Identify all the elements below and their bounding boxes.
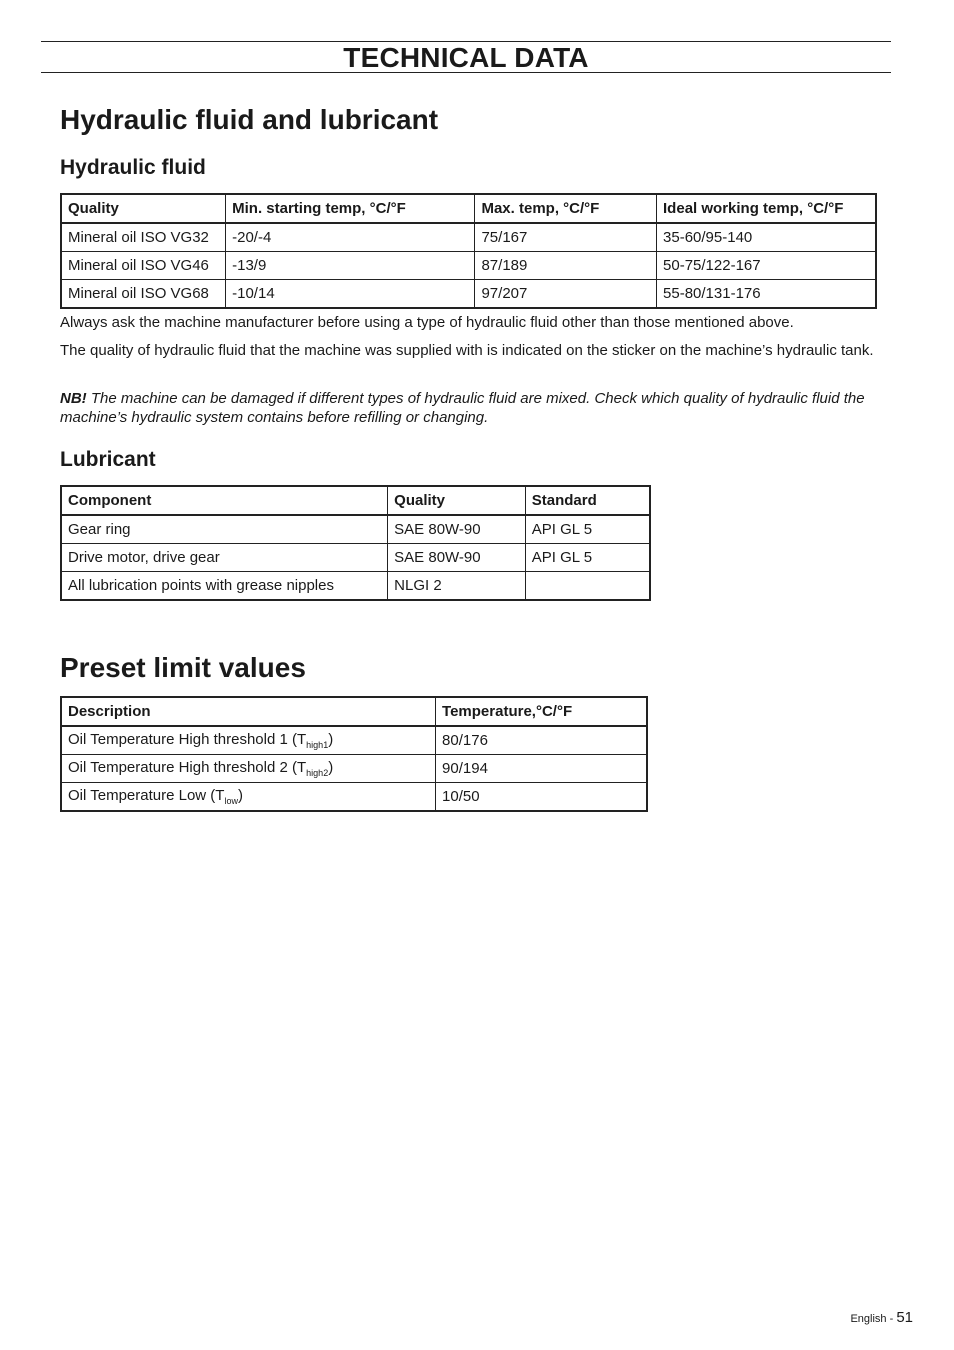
- table-cell: 97/207: [475, 280, 657, 309]
- table-row: [61, 755, 647, 783]
- table-cell: [525, 572, 650, 601]
- table-cell: API GL 5: [525, 515, 650, 544]
- table-cell: Gear ring: [61, 515, 388, 544]
- table-cell: Oil Temperature High threshold 1 $(T_{high1})$: [61, 726, 436, 755]
- table-cell: -20/-4: [226, 223, 475, 252]
- column-header: Component: [61, 486, 388, 515]
- table-cell: API GL 5: [525, 544, 650, 572]
- table-row: [61, 544, 650, 572]
- table-cell: Mineral oil ISO VG32: [61, 223, 226, 252]
- table-cell: SAE 80W-90: [388, 544, 526, 572]
- table-cell: Mineral oil ISO VG68: [61, 280, 226, 309]
- hydraulic-fluid-table: [60, 193, 877, 309]
- table-cell: 87/189: [475, 252, 657, 280]
- table-cell: 90/194: [436, 755, 647, 783]
- fluid-note-manufacturer: Always ask the machine manufacturer before using a type of hydraulic fluid other than those mentioned above.: [60, 314, 794, 331]
- table-row: [61, 280, 876, 309]
- column-header: Description: [61, 697, 436, 726]
- hydraulic-fluid-title: Hydraulic fluid: [60, 156, 206, 179]
- table-row: [61, 726, 647, 755]
- preset-title: Preset limit values: [60, 652, 306, 683]
- table-cell: 10/50: [436, 783, 647, 812]
- table-cell: Oil Temperature Low $(T_{low})$: [61, 783, 436, 812]
- table-cell: NLGI 2: [388, 572, 526, 601]
- table-row: [61, 515, 650, 544]
- table-cell: 35-60/95-140: [657, 223, 876, 252]
- column-header: Temperature,°C/°F: [436, 697, 647, 726]
- column-header: Max. temp, °C/°F: [475, 194, 657, 223]
- table-header-row: [61, 194, 876, 223]
- table-row: [61, 252, 876, 280]
- page-number: 51: [896, 1309, 913, 1326]
- column-header: Standard: [525, 486, 650, 515]
- column-header: Quality: [61, 194, 226, 223]
- lubricant-title: Lubricant: [60, 448, 156, 471]
- section-title: TECHNICAL DATA: [343, 42, 589, 73]
- section-header: [41, 41, 891, 73]
- table-cell: 50-75/122-167: [657, 252, 876, 280]
- column-header: Quality: [388, 486, 526, 515]
- table-header-row: [61, 697, 647, 726]
- fluid-warning: [60, 389, 910, 427]
- page-footer: [850, 1309, 913, 1326]
- table-header-row: [61, 486, 650, 515]
- table-cell: 80/176: [436, 726, 647, 755]
- nb-label: NB!: [60, 390, 87, 407]
- fluid-note-sticker: The quality of hydraulic fluid that the machine was supplied with is indicated on the sticker on the machine’s hydraulic tank.: [60, 342, 874, 359]
- table-cell: Mineral oil ISO VG46: [61, 252, 226, 280]
- table-row: [61, 783, 647, 812]
- column-header: Ideal working temp, °C/°F: [657, 194, 876, 223]
- main-title: Hydraulic fluid and lubricant: [60, 104, 439, 135]
- table-row: [61, 572, 650, 601]
- table-cell: 55-80/131-176: [657, 280, 876, 309]
- table-cell: -10/14: [226, 280, 475, 309]
- table-cell: SAE 80W-90: [388, 515, 526, 544]
- table-row: [61, 223, 876, 252]
- nb-text: The machine can be damaged if different types of hydraulic fluid are mixed. Check which quality of hydraulic fluid the machine’s hydraulic system contains before refilling or changing.: [60, 390, 865, 426]
- table-cell: -13/9: [226, 252, 475, 280]
- table-cell: 75/167: [475, 223, 657, 252]
- table-cell: All lubrication points with grease nipples: [61, 572, 388, 601]
- table-cell: Oil Temperature High threshold 2 $(T_{high2})$: [61, 755, 436, 783]
- lubricant-table: [60, 485, 651, 601]
- preset-limits-table: [60, 696, 648, 812]
- table-cell: Drive motor, drive gear: [61, 544, 388, 572]
- column-header: Min. starting temp, °C/°F: [226, 194, 475, 223]
- footer-language: English -: [850, 1313, 897, 1325]
